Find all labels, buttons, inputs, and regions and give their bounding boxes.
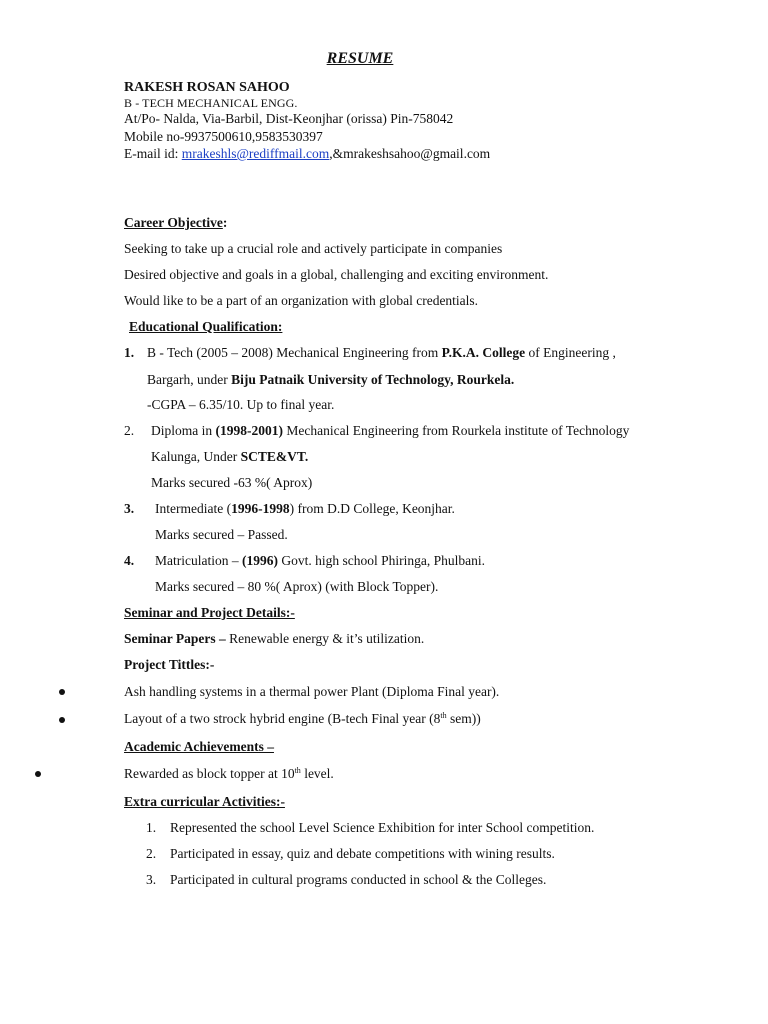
extra-heading: Extra curricular Activities:-	[124, 794, 285, 809]
education-item-line: Marks secured – 80 %( Aprox) (with Block Topper).	[155, 579, 439, 594]
bullet-icon	[59, 689, 65, 695]
seminar-papers: Seminar Papers – Renewable energy & it’s utilization.	[124, 631, 425, 646]
education-item-number: 4.	[124, 553, 135, 568]
education-item-line: Bargarh, under Biju Patnaik University of Technology, Rourkela.	[147, 372, 515, 387]
career-line: Seeking to take up a crucial role and actively participate in companies	[124, 241, 503, 256]
project-item: Layout of a two strock hybrid engine (B-tech Final year (8th sem))	[124, 711, 481, 726]
project-titles-label: Project Tittles:-	[124, 657, 215, 672]
achievements-heading: Academic Achievements –	[124, 739, 274, 754]
candidate-name: RAKESH ROSAN SAHOO	[124, 80, 290, 95]
bullet-icon	[59, 717, 65, 723]
education-heading: Educational Qualification:	[129, 319, 283, 334]
email-link[interactable]: mrakeshls@rediffmail.com	[181, 146, 330, 161]
page-title: RESUME	[326, 50, 394, 67]
achievement-item: Rewarded as block topper at 10th level.	[124, 766, 334, 781]
extra-item-number: 2.	[146, 846, 157, 861]
education-item-line: Marks secured – Passed.	[155, 527, 288, 542]
education-item-number: 1.	[124, 345, 135, 360]
career-line: Would like to be a part of an organization with global credentials.	[124, 293, 479, 308]
bullet-icon	[35, 771, 41, 777]
email-label: E-mail id:	[124, 146, 182, 161]
extra-item-number: 1.	[146, 820, 157, 835]
degree: B - TECH MECHANICAL ENGG.	[124, 96, 298, 110]
extra-item: Represented the school Level Science Exhibition for inter School competition.	[170, 820, 595, 835]
extra-item-number: 3.	[146, 872, 157, 887]
education-item-line: Kalunga, Under SCTE&VT.	[151, 449, 309, 464]
extra-item: Participated in essay, quiz and debate competitions with wining results.	[170, 846, 555, 861]
education-item-line: Matriculation – (1996) Govt. high school Phiringa, Phulbani.	[155, 553, 485, 568]
education-item-line: Intermediate (1996-1998) from D.D College, Keonjhar.	[155, 501, 455, 516]
email-line	[124, 147, 490, 162]
address: At/Po- Nalda, Via-Barbil, Dist-Keonjhar (orissa) Pin-758042	[124, 111, 454, 126]
career-heading-text: Career Objective	[124, 215, 223, 230]
project-item: Ash handling systems in a thermal power Plant (Diploma Final year).	[124, 684, 500, 699]
education-item-number: 2.	[124, 423, 135, 438]
education-item-line: -CGPA – 6.35/10. Up to final year.	[147, 397, 335, 412]
education-item-line: B - Tech (2005 – 2008) Mechanical Engineering from P.K.A. College of Engineering ,	[147, 345, 616, 360]
mobile: Mobile no-9937500610,9583530397	[124, 129, 323, 144]
career-line: Desired objective and goals in a global, challenging and exciting environment.	[124, 267, 549, 282]
education-item-number: 3.	[124, 501, 135, 516]
email-secondary: ,&mrakeshsahoo@gmail.com	[329, 146, 491, 161]
seminar-heading: Seminar and Project Details:-	[124, 605, 295, 620]
career-heading	[124, 216, 227, 231]
education-item-line: Marks secured -63 %( Aprox)	[151, 475, 313, 490]
career-heading-colon: :	[222, 215, 228, 230]
education-item-line: Diploma in (1998-2001) Mechanical Engineering from Rourkela institute of Technology	[151, 423, 630, 438]
extra-item: Participated in cultural programs conducted in school & the Colleges.	[170, 872, 547, 887]
